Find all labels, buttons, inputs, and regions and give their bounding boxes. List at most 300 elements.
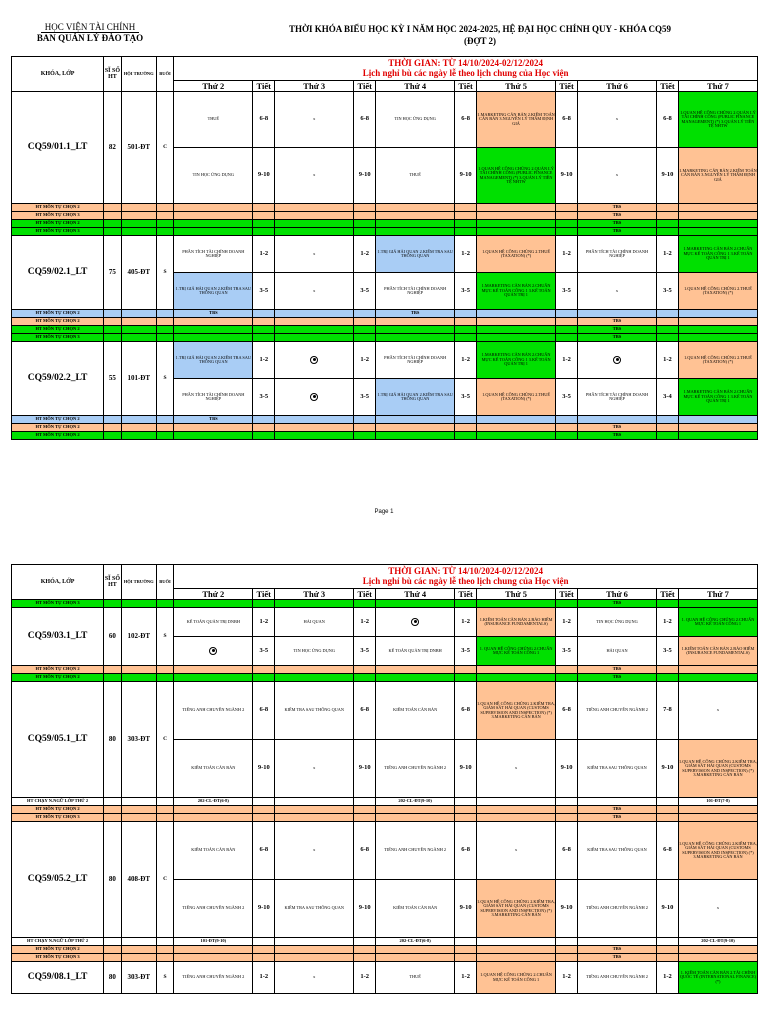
band-tiet <box>657 666 679 674</box>
band-day-4 <box>477 938 556 946</box>
class-size: 75 <box>104 236 122 310</box>
period-cell: 6-8 <box>253 92 275 148</box>
class-room: 102-ĐT <box>121 608 156 666</box>
document-title <box>200 23 760 47</box>
band-tiet <box>354 946 376 954</box>
band-empty <box>104 814 122 822</box>
band-day-4 <box>477 204 556 212</box>
band-tiet <box>556 814 578 822</box>
band-day-5: TBS <box>578 424 657 432</box>
band-empty <box>121 228 156 236</box>
band-day-3 <box>376 806 455 814</box>
schedule-row <box>12 682 758 740</box>
subject-cell: x <box>275 273 354 310</box>
period-cell: 6-8 <box>455 92 477 148</box>
subject-cell: x <box>578 273 657 310</box>
period-cell: 6-8 <box>455 682 477 740</box>
period-cell: 9-10 <box>556 740 578 798</box>
period-cell: 9-10 <box>354 740 376 798</box>
header-class: KHÓA, LỚP <box>12 57 104 92</box>
subject-cell: x <box>275 92 354 148</box>
band-tiet <box>455 946 477 954</box>
period-cell: 3-5 <box>657 273 679 310</box>
band-tiet <box>657 432 679 440</box>
band-empty <box>156 798 174 806</box>
band-tiet <box>253 946 275 954</box>
subject-cell: 1.QUAN HỆ CÔNG CHÚNG 2.KIỂM TRA, GIÁM SÁT HẢI QUAN (CUSTOMS SUPERVISION AND INSPECTION) (*) 3.MARKETING CĂN BẢN <box>678 822 757 880</box>
band-day-6: 101-ĐT(7-8) <box>678 798 757 806</box>
period-cell: 9-10 <box>657 740 679 798</box>
band-empty <box>104 954 122 962</box>
subject-cell: KIỂM TRA SAU THÔNG QUAN <box>578 822 657 880</box>
band-day-6 <box>678 318 757 326</box>
band-day-1 <box>174 204 253 212</box>
band-tiet <box>657 938 679 946</box>
band-tiet <box>556 220 578 228</box>
band-empty <box>121 334 156 342</box>
band-day-4 <box>477 318 556 326</box>
band-empty <box>104 424 122 432</box>
elective-band-row <box>12 798 758 806</box>
band-label: HT MÔN TỰ CHỌN 3 <box>12 334 104 342</box>
subject-cell: TIN HỌC ỨNG DỤNG <box>376 92 455 148</box>
empty-slot <box>275 342 354 379</box>
band-day-5: TBS <box>578 228 657 236</box>
band-day-6 <box>678 954 757 962</box>
band-tiet <box>455 798 477 806</box>
band-day-3 <box>376 204 455 212</box>
band-day-4 <box>477 424 556 432</box>
header-day-4: Thứ 4 <box>376 589 455 600</box>
period-cell: 3-5 <box>455 379 477 416</box>
subject-cell: 1.TRỊ GIÁ HẢI QUAN 2.KIỂM TRA SAU THÔNG QUAN <box>174 342 253 379</box>
band-label: HT CHẠY N.NGỮ LỚP THỨ 2 <box>12 798 104 806</box>
header-day-5: Thứ 5 <box>477 81 556 92</box>
band-day-5: TBS <box>578 220 657 228</box>
band-label: HT MÔN TỰ CHỌN 3 <box>12 600 104 608</box>
band-empty <box>156 220 174 228</box>
header-session: BUỔI <box>156 565 174 600</box>
header-room: HỘI TRƯỜNG <box>121 565 156 600</box>
subject-cell: 1.QUAN HỆ CÔNG CHÚNG 2.THUẾ (TAXATION) (*) <box>678 273 757 310</box>
header-day-7: Thứ 7 <box>678 589 757 600</box>
band-tiet <box>354 954 376 962</box>
band-label: HT MÔN TỰ CHỌN 2 <box>12 432 104 440</box>
band-empty <box>104 416 122 424</box>
period-cell: 1-2 <box>556 962 578 994</box>
band-tiet <box>455 424 477 432</box>
class-size: 82 <box>104 92 122 204</box>
period-cell: 6-8 <box>354 682 376 740</box>
subject-cell: 1.QUAN HỆ CÔNG CHÚNG 2.CHUẨN MỰC KẾ TOÁN CÔNG 1 <box>477 962 556 994</box>
elective-band-row <box>12 954 758 962</box>
subject-cell: 1.KIỂM TOÁN CĂN BẢN 2.BẢO HIỂM (INSURANCE FUNDAMENTALS) <box>477 608 556 637</box>
band-tiet <box>354 424 376 432</box>
subject-cell: 1. QUAN HỆ CÔNG CHÚNG 2.CHUẨN MỰC KẾ TOÁN CÔNG 1 <box>477 637 556 666</box>
band-day-5: TBS <box>578 674 657 682</box>
header-day-5: Thứ 5 <box>477 589 556 600</box>
period-cell: 6-8 <box>455 822 477 880</box>
band-day-5: TBS <box>578 432 657 440</box>
band-tiet <box>657 946 679 954</box>
subject-cell: PHÂN TÍCH TÀI CHÍNH DOANH NGHIỆP <box>174 236 253 273</box>
subject-cell: TIẾNG ANH CHUYÊN NGÀNH 2 <box>376 740 455 798</box>
band-day-3: 202-CL-ĐT(6-8) <box>376 938 455 946</box>
elective-band-row <box>12 318 758 326</box>
band-empty <box>121 326 156 334</box>
band-tiet <box>455 212 477 220</box>
band-day-1 <box>174 318 253 326</box>
subject-cell: 1.TRỊ GIÁ HẢI QUAN 2.KIỂM TRA SAU THÔNG QUAN <box>376 379 455 416</box>
band-day-4 <box>477 416 556 424</box>
band-day-1 <box>174 424 253 432</box>
band-tiet <box>455 814 477 822</box>
header-day-6: Thứ 6 <box>578 81 657 92</box>
band-tiet <box>253 806 275 814</box>
class-size: 80 <box>104 822 122 938</box>
band-tiet <box>657 326 679 334</box>
period-cell: 6-8 <box>657 92 679 148</box>
band-day-4 <box>477 806 556 814</box>
subject-cell: 1.QUAN HỆ CÔNG CHÚNG 2.QUẢN LÝ TÀI CHÍNH CÔNG (PUBLIC FINANCE MANAGEMENT) (*) 3.QUẢN LÝ TIỀN TỆ NHTW <box>477 148 556 204</box>
band-day-3 <box>376 334 455 342</box>
band-day-6 <box>678 666 757 674</box>
class-room: 408-ĐT <box>121 822 156 938</box>
band-tiet <box>556 806 578 814</box>
subject-cell: THUẾ <box>376 962 455 994</box>
subject-cell: TIẾNG ANH CHUYÊN NGÀNH 2 <box>578 962 657 994</box>
band-empty <box>104 798 122 806</box>
subject-cell: 1.KIỂM TOÁN CĂN BẢN 2.BẢO HIỂM (INSURANCE FUNDAMENTALS) <box>678 637 757 666</box>
band-tiet <box>657 220 679 228</box>
band-day-4 <box>477 666 556 674</box>
header-tiet: Tiết <box>455 81 477 92</box>
subject-cell: x <box>275 236 354 273</box>
empty-slot <box>578 342 657 379</box>
band-tiet <box>657 814 679 822</box>
subject-cell: HẢI QUAN <box>578 637 657 666</box>
band-day-1 <box>174 220 253 228</box>
band-day-6 <box>678 204 757 212</box>
band-tiet <box>556 938 578 946</box>
band-label: HT MÔN TỰ CHỌN 2 <box>12 424 104 432</box>
band-day-2 <box>275 798 354 806</box>
band-label: HT MÔN TỰ CHỌN 3 <box>12 228 104 236</box>
band-empty <box>121 600 156 608</box>
subject-cell: THUẾ <box>376 148 455 204</box>
band-day-3 <box>376 424 455 432</box>
band-day-4 <box>477 954 556 962</box>
subject-cell: TIN HỌC ỨNG DỤNG <box>174 148 253 204</box>
period-cell: 1-2 <box>556 342 578 379</box>
band-tiet <box>455 806 477 814</box>
band-tiet <box>354 334 376 342</box>
band-tiet <box>556 326 578 334</box>
subject-cell: 1.MARKETING CĂN BẢN 2.CHUẨN MỰC KẾ TOÁN CÔNG 1 3.KẾ TOÁN QUẢN TRỊ 1 <box>678 379 757 416</box>
band-day-1 <box>174 666 253 674</box>
band-empty <box>121 310 156 318</box>
class-size: 80 <box>104 962 122 994</box>
band-empty <box>121 674 156 682</box>
band-day-2 <box>275 228 354 236</box>
band-tiet <box>354 666 376 674</box>
org-name: HỌC VIỆN TÀI CHÍNH <box>41 22 139 33</box>
band-day-1 <box>174 228 253 236</box>
empty-slot <box>174 637 253 666</box>
band-empty <box>156 432 174 440</box>
band-tiet <box>455 666 477 674</box>
class-session: C <box>156 92 174 204</box>
period-cell: 6-8 <box>354 822 376 880</box>
subject-cell: TIẾNG ANH CHUYÊN NGÀNH 2 <box>174 962 253 994</box>
band-tiet <box>354 310 376 318</box>
band-tiet <box>455 600 477 608</box>
band-empty <box>104 806 122 814</box>
band-day-6 <box>678 806 757 814</box>
band-tiet <box>455 326 477 334</box>
band-day-6 <box>678 310 757 318</box>
elective-band-row <box>12 424 758 432</box>
subject-cell: 1. KIỂM TOÁN CĂN BẢN 2.TÀI CHÍNH QUỐC TẾ (INTERNATIONAL FINANCE) (*) <box>678 962 757 994</box>
band-day-2 <box>275 938 354 946</box>
band-day-1: TBS <box>174 416 253 424</box>
band-tiet <box>455 416 477 424</box>
band-day-2 <box>275 954 354 962</box>
subject-cell: PHÂN TÍCH TÀI CHÍNH DOANH NGHIỆP <box>376 273 455 310</box>
band-tiet <box>354 798 376 806</box>
band-day-3 <box>376 674 455 682</box>
header-tiet: Tiết <box>253 81 275 92</box>
band-empty <box>156 424 174 432</box>
band-tiet <box>354 326 376 334</box>
period-cell: 3-5 <box>253 273 275 310</box>
period-cell: 1-2 <box>657 236 679 273</box>
class-size: 60 <box>104 608 122 666</box>
band-day-4 <box>477 600 556 608</box>
band-tiet <box>354 228 376 236</box>
band-tiet <box>253 334 275 342</box>
time-range-text: THỜI GIAN: TỪ 14/10/2024-02/12/2024 <box>388 58 544 69</box>
subject-cell: PHÂN TÍCH TÀI CHÍNH DOANH NGHIỆP <box>376 342 455 379</box>
band-label: HT MÔN TỰ CHỌN 3 <box>12 212 104 220</box>
elective-band-row <box>12 806 758 814</box>
time-range-text: THỜI GIAN: TỪ 14/10/2024-02/12/2024 <box>388 566 544 577</box>
band-tiet <box>253 228 275 236</box>
band-tiet <box>556 310 578 318</box>
subject-cell: 1.QUAN HỆ CÔNG CHÚNG 2.KIỂM TRA, GIÁM SÁT HẢI QUAN (CUSTOMS SUPERVISION AND INSPECTION) (*) 3.MARKETING CĂN BẢN <box>477 880 556 938</box>
holiday-note: Lịch nghỉ bù các ngày lễ theo lịch chung của Học viện <box>362 67 569 78</box>
band-day-5: TBS <box>578 600 657 608</box>
band-tiet <box>253 432 275 440</box>
band-day-2 <box>275 424 354 432</box>
subject-cell: x <box>678 880 757 938</box>
subject-cell: 1.MARKETING CĂN BẢN 2.KIỂM TOÁN CĂN BẢN 3.NGUYÊN LÝ THẨM ĐỊNH GIÁ <box>678 148 757 204</box>
band-day-3 <box>376 666 455 674</box>
elective-band-row <box>12 814 758 822</box>
period-cell: 1-2 <box>253 608 275 637</box>
period-cell: 1-2 <box>253 236 275 273</box>
header-day-3: Thứ 3 <box>275 81 354 92</box>
band-day-4 <box>477 814 556 822</box>
band-tiet <box>253 938 275 946</box>
subject-cell: 1. QUAN HỆ CÔNG CHÚNG 2.CHUẨN MỰC KẾ TOÁN CÔNG 1 <box>678 608 757 637</box>
band-empty <box>156 326 174 334</box>
band-empty <box>104 432 122 440</box>
band-day-6 <box>678 228 757 236</box>
band-tiet <box>455 220 477 228</box>
elective-band-row <box>12 326 758 334</box>
band-empty <box>104 674 122 682</box>
band-day-2 <box>275 318 354 326</box>
period-cell: 1-2 <box>657 342 679 379</box>
band-day-1: 202-CL-ĐT(6-8) <box>174 798 253 806</box>
band-tiet <box>556 666 578 674</box>
band-tiet <box>556 416 578 424</box>
schedule-row <box>12 962 758 994</box>
class-size: 55 <box>104 342 122 416</box>
band-day-3 <box>376 220 455 228</box>
class-room: 303-ĐT <box>121 962 156 994</box>
band-empty <box>104 666 122 674</box>
band-tiet <box>253 310 275 318</box>
period-cell: 1-2 <box>354 342 376 379</box>
band-tiet <box>556 424 578 432</box>
band-day-5: TBS <box>578 318 657 326</box>
elective-band-row <box>12 938 758 946</box>
period-cell: 9-10 <box>354 880 376 938</box>
band-empty <box>104 220 122 228</box>
band-day-5: TBS <box>578 954 657 962</box>
period-cell: 6-8 <box>556 92 578 148</box>
period-cell: 6-8 <box>253 682 275 740</box>
band-day-4 <box>477 798 556 806</box>
band-label: HT MÔN TỰ CHỌN 2 <box>12 310 104 318</box>
band-day-1 <box>174 212 253 220</box>
period-cell: 1-2 <box>354 608 376 637</box>
subject-cell: PHÂN TÍCH TÀI CHÍNH DOANH NGHIỆP <box>578 236 657 273</box>
band-day-5 <box>578 798 657 806</box>
header-time-range <box>174 565 758 589</box>
schedule-row <box>12 822 758 880</box>
band-day-4 <box>477 220 556 228</box>
schedule-row <box>12 236 758 273</box>
subject-cell: 1.TRỊ GIÁ HẢI QUAN 2.KIỂM TRA SAU THÔNG QUAN <box>174 273 253 310</box>
band-empty <box>104 946 122 954</box>
header-tiet: Tiết <box>657 589 679 600</box>
band-tiet <box>253 204 275 212</box>
period-cell: 6-8 <box>253 822 275 880</box>
page-number: Page 1 <box>374 509 394 515</box>
subject-cell: TIẾNG ANH CHUYÊN NGÀNH 2 <box>174 682 253 740</box>
band-tiet <box>354 318 376 326</box>
band-day-6: 202-CL-ĐT(9-10) <box>678 938 757 946</box>
band-tiet <box>354 806 376 814</box>
period-cell: 6-8 <box>556 822 578 880</box>
band-day-1 <box>174 806 253 814</box>
band-tiet <box>657 318 679 326</box>
band-tiet <box>556 334 578 342</box>
band-label: HT MÔN TỰ CHỌN 2 <box>12 946 104 954</box>
subject-cell: PHÂN TÍCH TÀI CHÍNH DOANH NGHIỆP <box>578 379 657 416</box>
class-room: 303-ĐT <box>121 682 156 798</box>
elective-band-row <box>12 666 758 674</box>
band-empty <box>121 318 156 326</box>
band-day-5: TBS <box>578 666 657 674</box>
period-cell: 9-10 <box>455 148 477 204</box>
period-cell: 1-2 <box>657 962 679 994</box>
band-day-1 <box>174 674 253 682</box>
band-day-3 <box>376 600 455 608</box>
band-day-3 <box>376 814 455 822</box>
subject-cell: TIẾNG ANH CHUYÊN NGÀNH 2 <box>578 682 657 740</box>
header-size: SĨ SỐ HT <box>104 57 122 92</box>
header-day-2: Thứ 2 <box>174 589 253 600</box>
band-label: HT MÔN TỰ CHỌN 2 <box>12 416 104 424</box>
band-tiet <box>657 334 679 342</box>
band-label: HT MÔN TỰ CHỌN 2 <box>12 220 104 228</box>
period-cell: 9-10 <box>253 148 275 204</box>
band-day-2 <box>275 326 354 334</box>
band-empty <box>156 814 174 822</box>
elective-band-row <box>12 204 758 212</box>
band-tiet <box>253 814 275 822</box>
subject-cell: x <box>578 92 657 148</box>
empty-slot <box>376 608 455 637</box>
period-cell: 9-10 <box>657 880 679 938</box>
band-day-6 <box>678 674 757 682</box>
header-day-3: Thứ 3 <box>275 589 354 600</box>
subject-cell: KIỂM TOÁN CĂN BẢN <box>174 740 253 798</box>
band-empty <box>121 204 156 212</box>
band-day-6 <box>678 416 757 424</box>
target-icon <box>310 356 318 364</box>
band-empty <box>104 938 122 946</box>
band-empty <box>156 666 174 674</box>
header-tiet: Tiết <box>657 81 679 92</box>
elective-band-row <box>12 334 758 342</box>
band-day-3: 202-CL-ĐT(9-10) <box>376 798 455 806</box>
band-day-5 <box>578 938 657 946</box>
class-size: 80 <box>104 682 122 798</box>
band-tiet <box>253 424 275 432</box>
header-day-4: Thứ 4 <box>376 81 455 92</box>
band-empty <box>104 326 122 334</box>
band-day-2 <box>275 416 354 424</box>
band-tiet <box>354 204 376 212</box>
band-day-6 <box>678 600 757 608</box>
band-empty <box>104 334 122 342</box>
band-tiet <box>253 416 275 424</box>
subject-cell: KIỂM TOÁN CĂN BẢN <box>174 822 253 880</box>
band-day-2 <box>275 946 354 954</box>
band-tiet <box>455 204 477 212</box>
band-tiet <box>556 204 578 212</box>
band-day-1 <box>174 814 253 822</box>
class-name: CQ59/01.1_LT <box>12 92 104 204</box>
subject-cell: KIỂM TOÁN CĂN BẢN <box>376 682 455 740</box>
band-tiet <box>657 204 679 212</box>
band-empty <box>156 938 174 946</box>
band-day-6 <box>678 814 757 822</box>
subject-cell: x <box>275 740 354 798</box>
period-cell: 3-5 <box>253 637 275 666</box>
subject-cell: 1.QUAN HỆ CÔNG CHÚNG 2.THUẾ (TAXATION) (*) <box>477 236 556 273</box>
period-cell: 6-8 <box>657 822 679 880</box>
subject-cell: 1.TRỊ GIÁ HẢI QUAN 2.KIỂM TRA SAU THÔNG QUAN <box>376 236 455 273</box>
period-cell: 1-2 <box>455 608 477 637</box>
band-tiet <box>657 600 679 608</box>
period-cell: 9-10 <box>657 148 679 204</box>
